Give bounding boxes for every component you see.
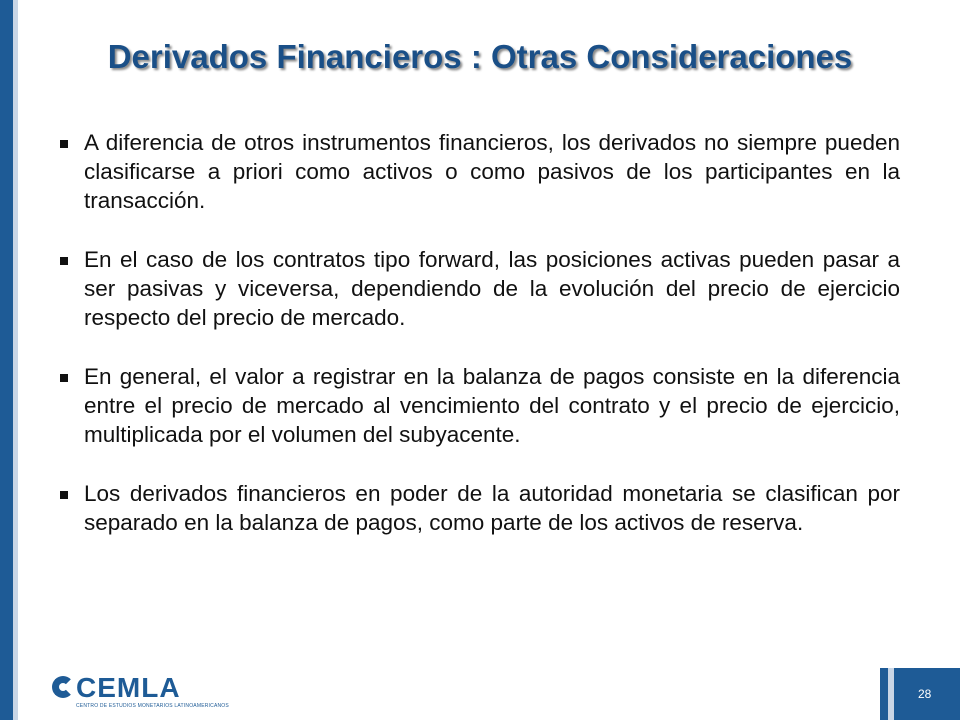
page-number: 28	[918, 687, 932, 701]
logo-subtitle: CENTRO DE ESTUDIOS MONETARIOS LATINOAMERICANOS	[76, 703, 229, 709]
page-box-stripe	[888, 668, 894, 720]
logo-name: CEMLA	[76, 672, 181, 703]
bullet-item	[60, 245, 900, 332]
bullet-text: En el caso de los contratos tipo forward, las posiciones activas pueden pasar a ser pasivas y viceversa, dependiendo de la evolución del precio de ejercicio respecto del precio de mercado.	[84, 247, 900, 330]
bullet-text: En general, el valor a registrar en la balanza de pagos consiste en la diferencia entre el precio de mercado al vencimiento del contrato y el precio de ejercicio, multiplicada por el volumen del subyacente.	[84, 364, 900, 447]
bullet-text: Los derivados financieros en poder de la autoridad monetaria se clasifican por separado en la balanza de pagos, como parte de los activos de reserva.	[84, 481, 900, 535]
square-bullet-icon	[60, 140, 68, 148]
bullet-item	[60, 362, 900, 449]
bullet-item	[60, 479, 900, 537]
slide-title: Derivados Financieros : Otras Consideraciones	[107, 38, 853, 75]
bullet-list	[60, 128, 900, 567]
square-bullet-icon	[60, 374, 68, 382]
left-accent-stripe	[13, 0, 18, 720]
bullet-text: A diferencia de otros instrumentos financieros, los derivados no siempre pueden clasificarse a priori como activos o como pasivos de los participantes en la transacción.	[84, 130, 900, 213]
cemla-mark-icon	[52, 676, 74, 704]
square-bullet-icon	[60, 257, 68, 265]
cemla-logo	[52, 672, 229, 709]
left-accent-bar	[0, 0, 13, 720]
square-bullet-icon	[60, 491, 68, 499]
bullet-item	[60, 128, 900, 215]
